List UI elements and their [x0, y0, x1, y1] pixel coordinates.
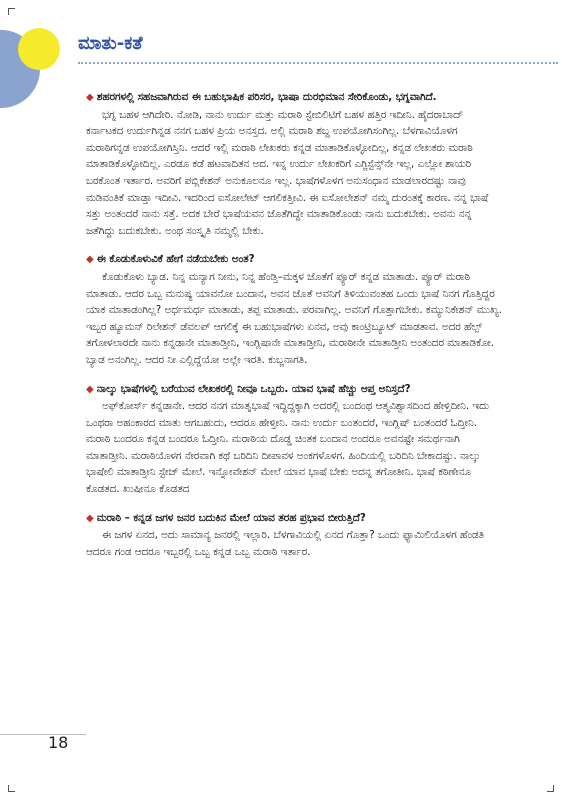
- header-dotted-rule: [78, 62, 558, 64]
- question: [86, 251, 502, 269]
- crop-mark-bottom-right: [547, 785, 554, 792]
- diamond-bullet-icon: ◆: [86, 383, 94, 395]
- question-text: ಈ ಕೊಡುಕೊಳುವಿಕೆ ಹೇಗೆ ನಡೆಯಬೇಕು ಅಂತ?: [96, 253, 255, 266]
- diamond-bullet-icon: ◆: [86, 92, 94, 103]
- answer: ಈ ಜಗಳ ಏನದ, ಅದು ಸಾಮಾನ್ಯ ಜನರಲ್ಲಿ ಇಲ್ಲಾರಿ. ಬೆಳಗಾವಿಯಲ್ಲಿ ಏನದ ಗೊತ್ತಾ? ಒಂದು ಫ್ಯಾಮಿಲಿಯೊಳಗ ಹೆಂಡತಿ ಆದರೂ ಗಂಡ ಆದರೂ ಇಬ್ಬರಲ್ಲಿ ಒಬ್ಬ ಕನ್ನಡ ಒಬ್ಬ ಮರಾಠಿ ಇರ್ತಾರ.: [86, 529, 485, 558]
- qa-block: [86, 251, 502, 368]
- question-text: ಶಹರಗಳಲ್ಲಿ ಸಹಜವಾಗಿರುವ ಈ ಬಹುಭಾಷಿಕ ಪರಿಸರ, ಭಾಷಾ ದುರಭಿಮಾನ ಸೇರಿಕೊಂಡು, ಭಗ್ನವಾಗಿದೆ.: [96, 91, 437, 103]
- question-text: ನಾಲ್ಕು ಭಾಷೆಗಳಲ್ಲಿ ಬರೆಯುವ ಲೇಖಕರಲ್ಲಿ ನೀವೂ ಒಬ್ಬರು. ಯಾವ ಭಾಷೆ ಹೆಚ್ಚು ಆಪ್ತ ಅನಿಸ್ತದೆ?: [96, 382, 411, 395]
- page-number: 18: [48, 733, 69, 752]
- section-title: ಮಾತು-ಕತೆ: [78, 33, 143, 54]
- qa-block: [86, 381, 502, 498]
- interview-body: [86, 89, 502, 572]
- footer-rule: [0, 734, 86, 735]
- question: [86, 510, 502, 528]
- question: [86, 89, 502, 107]
- decorative-yellow-circle: [18, 28, 60, 70]
- question: [86, 381, 502, 399]
- answer: ಭಗ್ನ ಬಹಳ ಆಗಿದೇರಿ. ನೋಡಿ, ನಾನು ಉರ್ದು ಮತ್ತು ಮರಾಠಿ ಸ್ಟೇಬಿಲಿಟಿಗೆ ಬಹಳ ಹತ್ತಿರ ಇದೀನಿ. ಹೈದರಾಬಾದ್ ಕರ್ನಾಟಕದ ಉರ್ದುಗಿನ್ನಡ ನನಗ ಬಹಳ ಪ್ರಿಯ ಅನಸ್ತದ. ಅಲ್ಲಿ ಮರಾಠಿ ಶಬ್ದ ಉಪಯೋಗಿಸಂಗಿಲ್ಲ. ಬೆಳಗಾವಿಯೊಳಗ ಮರಾಠಿಗನ್ನಡ ಉಪಯೋಗಿಸ್ತಿನಿ. ಆದರೆ ಇಲ್ಲಿ ಮರಾಠಿ ಲೇಖಕರು ಕನ್ನಡ ಮಾತಾಡಿಕೊಳ್ಳೋದಿಲ್ಲ, ಕನ್ನಡ ಲೇಖಕರು ಮರಾಠಿ ಮಾತಾಡಿಕೊಳ್ಳೋದಿಲ್ಲ. ಎರಡೂ ಕಡೆ ಹಟವಾದಿತನ ಅದ. ಇನ್ನ ಉರ್ದು ಲೇಖಕರಿಗೆ ಎಗ್ಜಿಸ್ಟೆನ್ಸ್‌ನೇ ಇಲ್ಲ, ಎಲ್ಲೋ ಶಾಯರಿ ಬರಕೊಂತ ಇರ್ತಾರ. ಅವರಿಗೆ ಪಬ್ಲಿಕೇಶನ್ ಅನುಕೂಲನೂ ಇಲ್ಲ. ಭಾಷೆಗಳೊಳಗ ಅನುಸಂಧಾನ ಮಾಡಲಾರದಷ್ಟು ನಾವು ಮಡಿವಂತಿಕೆ ಮಾಡ್ತಾ ಇದೀವಿ. ಇದರಿಂದ ಐಸೋಲೇಟ್ ಆಗಲಿಕತ್ತೀವಿ. ಈ ಐಸೋಲೇಶನ್ ನಮ್ಮ ದುರಂತಕ್ಕೆ ಕಾರಣ. ನನ್ನ ಭಾಷೆ ಸತ್ತು ಅಂತಂದರೆ ನಾನು ಸತ್ತೆ. ಅದಕ ಬೇರೆ ಭಾಷೆಯವನ ಜೊತೆಗಿದ್ದೇ ಮಾತಾಡಿಕೊಂಡು ನಾನು ಬದುಕಬೇಕು. ಅವನು ನನ್ನ ಜತೆಗಿದ್ದು ಬದುಕಬೇಕು. ಅಂಥ ಸಂಸ್ಕೃತಿ ನಮ್ಮಲ್ಲಿ ಬೇಕು.: [86, 108, 489, 237]
- diamond-bullet-icon: ◆: [86, 254, 94, 266]
- crop-mark-bottom-left: [8, 785, 15, 792]
- answer: ಅಫ್‌ಕೋರ್ಸ್ ಕನ್ನಡಾನೇ. ಆದರ ನನಗ ಮಾತೃಭಾಷೆ ಇದ್ದಿದ್ದಕ್ಕಾಗಿ ಅದರಲ್ಲಿ ಬಂದಂಥ ಆತ್ಮವಿಶ್ವಾಸದಿಂದ ಹೇಳ್ತಿದೀನಿ. ಇದು ಒಂಥರಾ ಅಹಂಕಾರದ ಮಾತು ಆಗಬಹುದು, ಆದರೂ ಹೇಳ್ತೀನಿ. ನಾನು ಉರ್ದು ಬಂತಂದರೆ, ಇಂಗ್ಲಿಷ್ ಬಂತಂದರೆ ಓದ್ತೀನಿ. ಮರಾಠಿ ಬಂದರೂ ಕನ್ನಡ ಬಂದರೂ ಓದ್ತೀನಿ. ಮರಾಠಿಯ ದೊಡ್ಡ ಚಿಂತಕ ಬಂದಾನ ಅಂದರೂ ಅವನಷ್ಟೇ ಸಮರ್ಥನಾಗಿ ಮಾತಾಡ್ತೀನಿ. ಮರಾಠಿಯೊಳಗ ನೇರವಾಗಿ ಕಥೆ ಬರಿದಿನಿ ದೀಪಾವಳ ಅಂಕಗಳೊಳಗ. ಹಿಂದಿಯಲ್ಲಿ ಬರಿದಿನಿ ಬೇಕಾದಷ್ಟು. ನಾಲ್ಕು ಭಾಷೇಲಿ ಮಾತಾಡ್ತೀನಿ ಸ್ಟೇಜ್ ಮೇಲೆ. ಇನ್ನೋವೇಶನ್ ಮೇಲೆ ಯಾವ ಭಾಷೆ ಬೇಕು ಅದನ್ನ ತಗೋತೀನಿ. ಭಾಷೆ ಕಠಿಣೇನೂ ಕೊಡತದ. ಖುಷೀನೂ ಕೊಡತದ: [86, 400, 490, 496]
- crop-mark-top-left: [8, 8, 15, 15]
- qa-block: [86, 510, 502, 561]
- qa-block: [86, 89, 502, 239]
- question-text: ಮರಾಠಿ – ಕನ್ನಡ ಜಗಳ ಜನರ ಬದುಕಿನ ಮೇಲೆ ಯಾವ ತರಹ ಪ್ರಭಾವ ಬೀರುತ್ತಿದೆ?: [96, 511, 366, 524]
- answer: ಕೊಡುಕೊಳು ಬ್ಯಾಡ. ನಿನ್ನ ಮನ್ಯಾಗ ನೀನು, ನಿನ್ನ ಹೆಂಡ್ತಿ–ಮಕ್ಕಳ ಜೊತೆಗೆ ಪ್ಯೂರ್ ಕನ್ನಡ ಮಾತಾಡು. ಪ್ಯೂರ್ ಮರಾಠಿ ಮಾತಾಡು. ಆದರ ಒಬ್ಬ ಮನುಷ್ಯ ಯಾವನೋ ಬಂದಾನ, ಅವನ ಜೊತೆ ಅವನಿಗೆ ತಿಳಿಯುವಂತಹ ಒಂದು ಭಾಷೆ ನಿನಗ ಗೊತ್ತಿದ್ದರ ಯಾಕ ಮಾತಾಡಂಗಿಲ್ಲ? ಅರ್ಧಮರ್ಧ ಮಾತಾಡು, ತಪ್ಪ ಮಾತಾಡು. ಪರವಾಗಿಲ್ಲ. ಅವನಿಗೆ ಗೊತ್ತಾಗಬೇಕು. ಕಮ್ಯುನಿಕೇಶನ್ ಮುಖ್ಯ. ಇಬ್ಬರ ಹ್ಯೂಮನ್ ರಿಲೇಶನ್ ಡೆವಲಪ್ ಆಗಲಿಕ್ಕೆ ಈ ಬಹುಭಾಷೆಗಳು ಏನವ, ಅವು ಕಾಂಟ್ರಿಬ್ಯೂಟ್ ಮಾಡತಾವ. ಅದರ ಹೆಲ್ಪ್ ತಗೋಳಲಾರದೇ ನಾನು ಕನ್ನಡಾನೇ ಮಾತಾಡ್ತೀನಿ, ಇಂಗ್ಲಿಷಾನೇ ಮಾತಾಡ್ತೀನಿ, ಮರಾಠೀನೇ ಮಾತಾಡ್ತೀನಿ ಅಂತಂದರ ಮಾತಾಡಿಕೋ. ಬ್ಯಾಡ ಅನಂಗಿಲ್ಲ. ಆದರ ನೀ ಎಲ್ಲಿದ್ದೆಯೋ ಅಲ್ಲೇ ಇರತಿ. ಕುಬ್ಜನಾಗತಿ.: [86, 270, 503, 366]
- diamond-bullet-icon: ◆: [86, 512, 94, 524]
